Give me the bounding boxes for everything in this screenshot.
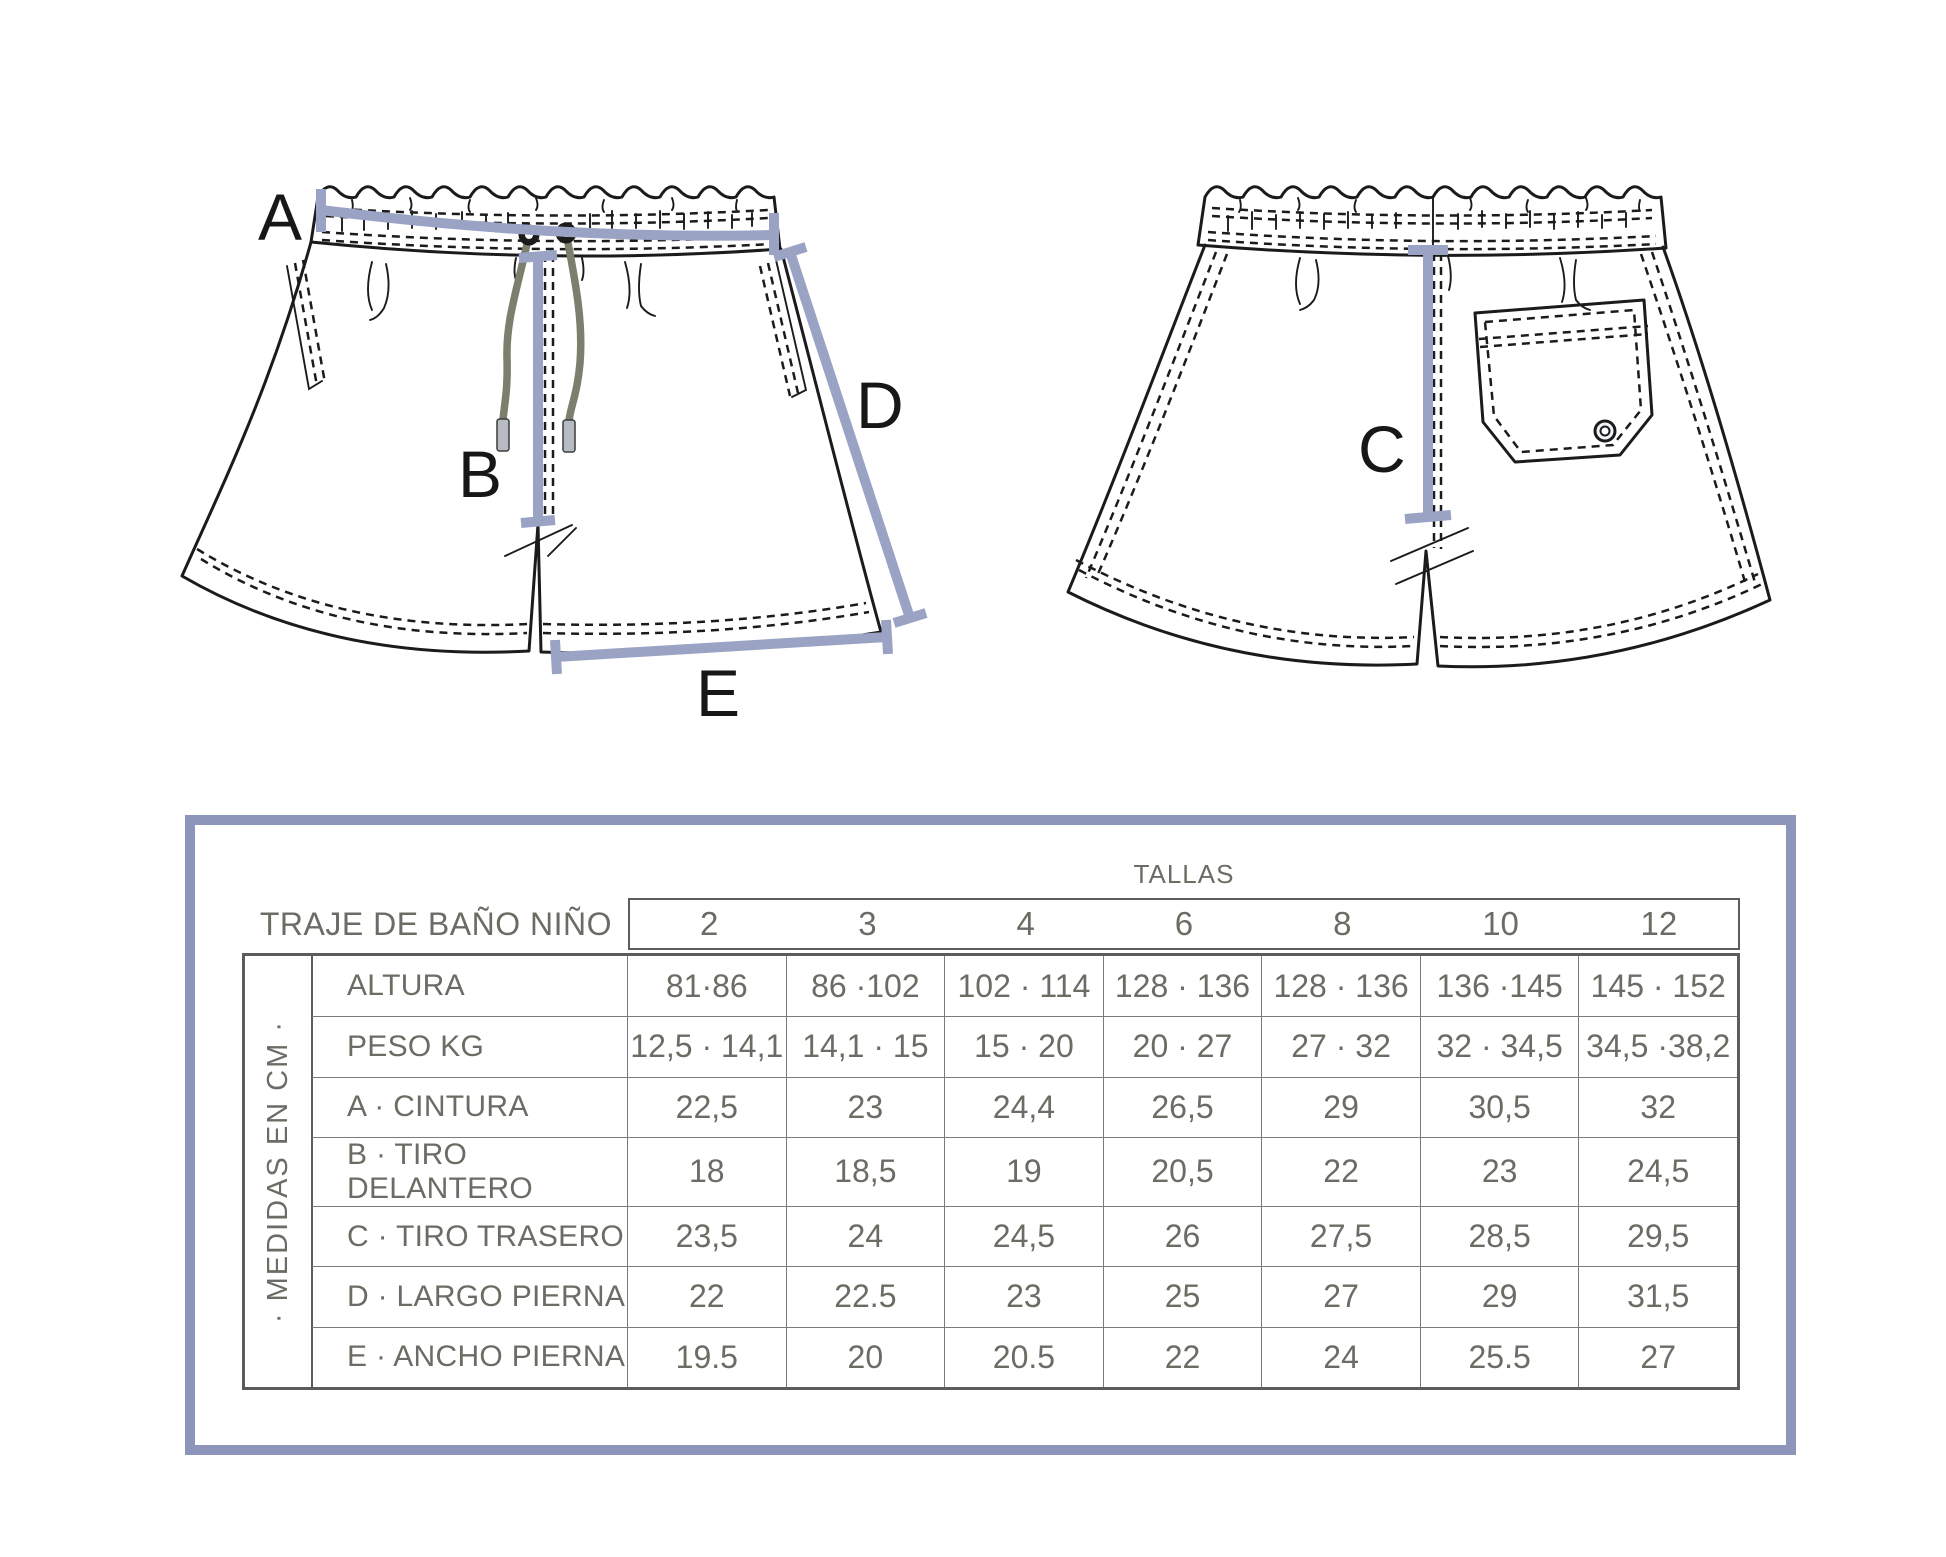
value-cell: 24 [1261, 1327, 1420, 1387]
value-cell: 23 [786, 1077, 945, 1137]
value-cell: 23 [1420, 1137, 1579, 1206]
value-cell: 24,5 [944, 1206, 1103, 1266]
value-cell: 18 [627, 1137, 786, 1206]
value-cell: 145 · 152 [1578, 956, 1737, 1016]
value-cell: 24 [786, 1206, 945, 1266]
row-label: B · TIRO DELANTERO [311, 1137, 627, 1206]
tallas-heading: TALLAS [1133, 859, 1235, 889]
label-e: E [696, 656, 741, 730]
value-cell: 20 [786, 1327, 945, 1387]
value-cell: 22.5 [786, 1266, 945, 1326]
label-b: B [458, 437, 503, 511]
value-cell: 22 [1261, 1137, 1420, 1206]
sizes-header-row [628, 898, 1740, 950]
value-cell: 27 · 32 [1261, 1016, 1420, 1076]
row-label: E · ANCHO PIERNA [311, 1327, 627, 1387]
value-cell: 27 [1578, 1327, 1737, 1387]
value-cell: 32 · 34,5 [1420, 1016, 1579, 1076]
value-cell: 32 [1578, 1077, 1737, 1137]
back-pocket [1475, 300, 1652, 462]
size-col-header: 8 [1333, 905, 1352, 942]
back-notch-marks [1391, 528, 1473, 584]
back-body-outline [1068, 245, 1770, 667]
units-label: · MEDIDAS EN CM · [261, 1019, 294, 1324]
measurements-table [242, 953, 1740, 1390]
value-cell: 25.5 [1420, 1327, 1579, 1387]
label-c: C [1358, 412, 1406, 486]
back-view-sketch [1068, 187, 1770, 667]
value-cell: 34,5 ·38,2 [1578, 1016, 1737, 1076]
row-label: PESO KG [311, 1016, 627, 1076]
value-cell: 20.5 [944, 1327, 1103, 1387]
value-cell: 22,5 [627, 1077, 786, 1137]
value-cell: 22 [627, 1266, 786, 1326]
row-label: D · LARGO PIERNA [311, 1266, 627, 1326]
value-cell: 128 · 136 [1103, 956, 1262, 1016]
measure-line-c [1405, 250, 1451, 519]
value-cell: 28,5 [1420, 1206, 1579, 1266]
front-fly-stitching [545, 254, 553, 522]
value-cell: 15 · 20 [944, 1016, 1103, 1076]
value-cell: 24,5 [1578, 1137, 1737, 1206]
value-cell: 29 [1261, 1077, 1420, 1137]
value-cell: 19 [944, 1137, 1103, 1206]
label-a: A [258, 180, 303, 254]
value-cell: 25 [1103, 1266, 1262, 1326]
size-col-header: 2 [699, 905, 719, 942]
value-cell: 23,5 [627, 1206, 786, 1266]
value-cell: 31,5 [1578, 1266, 1737, 1326]
row-label: A · CINTURA [311, 1077, 627, 1137]
value-cell: 26,5 [1103, 1077, 1262, 1137]
value-cell: 27,5 [1261, 1206, 1420, 1266]
value-cell: 29,5 [1578, 1206, 1737, 1266]
product-title: TRAJE DE BAÑO NIÑO [259, 905, 612, 942]
value-cell: 18,5 [786, 1137, 945, 1206]
value-cell: 20 · 27 [1103, 1016, 1262, 1076]
value-cell: 26 [1103, 1206, 1262, 1266]
value-cell: 20,5 [1103, 1137, 1262, 1206]
drawstring-aglet [563, 420, 575, 452]
value-cell: 29 [1420, 1266, 1579, 1326]
value-cell: 23 [944, 1266, 1103, 1326]
size-col-header: 12 [1640, 905, 1678, 942]
units-label-cell [245, 956, 311, 1387]
value-cell: 24,4 [944, 1077, 1103, 1137]
value-cell: 14,1 · 15 [786, 1016, 945, 1076]
value-cell: 136 ·145 [1420, 956, 1579, 1016]
measure-line-b [519, 255, 557, 523]
value-cell: 128 · 136 [1261, 956, 1420, 1016]
value-cell: 30,5 [1420, 1077, 1579, 1137]
front-left-pocket [287, 266, 322, 389]
row-label: ALTURA [311, 956, 627, 1016]
front-notch-marks [505, 525, 576, 556]
value-cell: 19.5 [627, 1327, 786, 1387]
size-col-header: 6 [1174, 905, 1194, 942]
value-cell: 27 [1261, 1266, 1420, 1326]
value-cell: 22 [1103, 1327, 1262, 1387]
label-d: D [856, 368, 904, 442]
value-cell: 102 · 114 [944, 956, 1103, 1016]
size-table-frame [185, 815, 1796, 1455]
row-label: C · TIRO TRASERO [311, 1206, 627, 1266]
size-col-header: 3 [858, 905, 877, 942]
value-cell: 12,5 · 14,1 [627, 1016, 786, 1076]
value-cell: 81·86 [627, 956, 786, 1016]
back-side-stitching [1086, 252, 1756, 586]
back-elastic-marks [1228, 198, 1640, 231]
back-center-seam-stitching [1434, 253, 1441, 549]
back-wrinkle-marks [1296, 256, 1590, 310]
size-col-header: 10 [1482, 905, 1519, 942]
size-col-header: 4 [1016, 905, 1035, 942]
value-cell: 86 ·102 [786, 956, 945, 1016]
